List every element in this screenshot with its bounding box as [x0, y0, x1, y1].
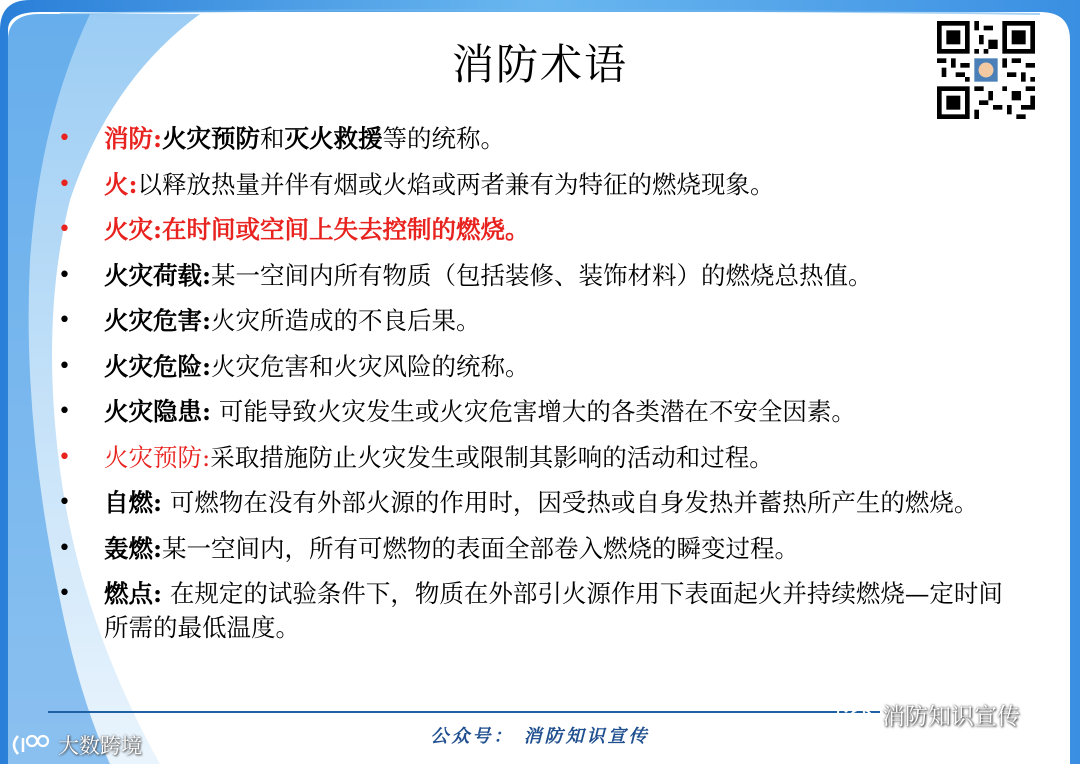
term-definition-part: 在规定的试验条件下，物质在外部引火源作用下表面起火并持续燃烧—定时间所需的最低温度。	[104, 579, 1003, 642]
term-text	[104, 532, 1018, 566]
bullet-dot: •	[58, 353, 71, 379]
term-item	[58, 168, 1018, 202]
term-text	[104, 350, 1018, 384]
term-name: 火:	[104, 169, 138, 199]
bullet-dot: •	[58, 444, 71, 470]
term-text	[104, 577, 1018, 645]
term-item	[58, 532, 1018, 566]
term-name: 火灾:	[104, 215, 163, 244]
term-name: 燃点:	[104, 579, 163, 608]
term-item	[58, 395, 1018, 429]
term-item	[58, 259, 1018, 293]
term-text	[104, 395, 1018, 429]
watermark-left	[8, 730, 142, 760]
term-definition-part: 在时间或空间上失去控制的燃烧。	[162, 215, 530, 244]
bullet-dot: •	[58, 126, 71, 151]
term-item	[58, 213, 1018, 247]
term-name: 自燃:	[104, 488, 163, 517]
term-text	[104, 304, 1018, 338]
bullet-dot: •	[58, 399, 71, 424]
term-item	[58, 350, 1018, 384]
term-text	[104, 122, 1018, 156]
term-definition-part: 灭火救援	[284, 124, 383, 153]
watermark-right	[836, 698, 1020, 731]
term-text	[104, 213, 1018, 247]
term-text	[104, 486, 1018, 520]
term-item	[58, 577, 1018, 645]
term-definition-part: 某一空间内，所有可燃物的表面全部卷入燃烧的瞬变过程。	[162, 533, 800, 563]
term-item	[58, 304, 1018, 338]
bullet-dot: •	[58, 217, 71, 242]
term-text	[104, 168, 1018, 202]
term-name: 火灾隐患:	[104, 397, 212, 426]
footer-account: 公众号： 消防知识宣传	[430, 726, 650, 747]
bullet-dot: •	[58, 308, 71, 333]
term-definition-part: 和	[260, 124, 285, 153]
term-name: 火灾荷载:	[104, 260, 212, 290]
term-definition-part: 可燃物在没有外部火源的作用时，因受热或自身发热并蓄热所产生的燃烧。	[162, 488, 979, 517]
wechat-icon	[836, 700, 876, 730]
term-item	[58, 122, 1018, 156]
term-list	[58, 122, 1018, 657]
term-definition-part: 采取措施防止火灾发生或限制其影响的活动和过程。	[210, 442, 774, 472]
watermark-left-text: 大数跨境	[58, 734, 142, 758]
term-text	[104, 259, 1018, 293]
term-text	[104, 441, 1018, 475]
footer-divider	[48, 711, 880, 713]
brand-logo-icon	[8, 732, 54, 758]
term-definition-part: 以释放热量并伴有烟或火焰或两者兼有为特征的燃烧现象。	[137, 169, 775, 199]
term-name: 火灾危害:	[104, 306, 212, 335]
bullet-dot: •	[58, 490, 71, 515]
bullet-dot: •	[58, 535, 71, 561]
term-item	[58, 441, 1018, 475]
term-name: 消防:	[104, 124, 163, 153]
slide-title: 消防术语	[451, 40, 628, 89]
term-definition-part: 某一空间内所有物质（包括装修、装饰材料）的燃烧总热值。	[211, 260, 873, 290]
term-definition-part: 可能导致火灾发生或火灾危害增大的各类潜在不安全因素。	[211, 397, 856, 426]
bullet-dot: •	[58, 171, 71, 197]
bullet-dot: •	[58, 581, 71, 606]
bullet-dot: •	[58, 262, 71, 288]
term-item	[58, 486, 1018, 520]
term-definition-part: 火灾所造成的不良后果。	[211, 306, 481, 335]
term-definition-part: 火灾预防	[162, 124, 261, 153]
term-name: 轰燃:	[104, 533, 163, 563]
term-name: 火灾危险:	[104, 351, 212, 381]
term-name: 火灾预防:	[104, 442, 211, 472]
watermark-right-text: 消防知识宣传	[882, 704, 1020, 730]
term-definition-part: 火灾危害和火灾风险的统称。	[211, 351, 530, 381]
term-definition-part: 等的统称。	[382, 124, 506, 153]
